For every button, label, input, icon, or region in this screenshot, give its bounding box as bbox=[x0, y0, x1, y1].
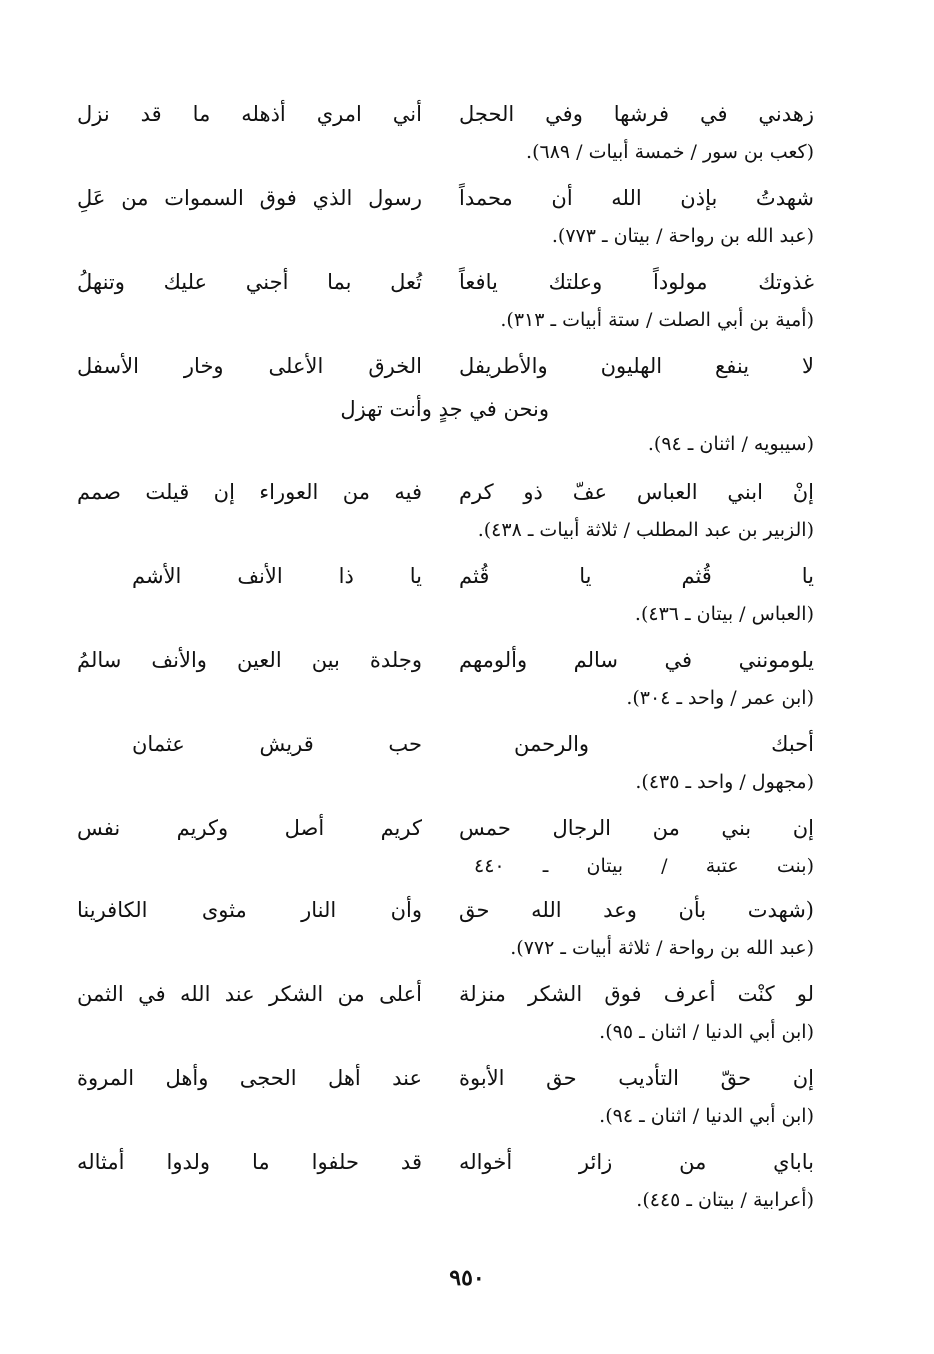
verse-source: (كعب بن سور / خمسة أبيات / ٦٨٩). bbox=[526, 141, 814, 163]
verse-first-hemistich: إنْ ابني العباس عفّ ذو كرم bbox=[459, 480, 814, 504]
verse-source: (أعرابية / بيتان ـ ٤٤٥). bbox=[636, 1189, 814, 1211]
verse-first-hemistich: شهدتُ بإذن الله أن محمداً bbox=[459, 186, 814, 210]
verse-second-hemistich: أعلى من الشكر عند الله في الثمن bbox=[77, 982, 422, 1006]
verse-first-hemistich: أحبك والرحمن bbox=[514, 732, 814, 756]
verse-second-hemistich: قد حلفوا ما ولدوا أمثاله bbox=[77, 1150, 422, 1174]
verse-second-hemistich: تُعل بما أجني عليك وتنهلُ bbox=[77, 270, 422, 294]
verse-first-hemistich: زهدني في فرشها وفي الحجل bbox=[459, 102, 814, 126]
verse-first-hemistich: غذوتك مولوداً وعلتك يافعاً bbox=[459, 270, 814, 294]
verse-source: (ابن أبي الدنيا / اثنان ـ ٩٥). bbox=[599, 1021, 814, 1043]
verse-second-hemistich: وأن النار مثوى الكافرينا bbox=[77, 898, 422, 922]
verse-source: (أمية بن أبي الصلت / ستة أبيات ـ ٣١٣). bbox=[500, 309, 814, 331]
verse-extra-line: ونحن في جدٍ وأنت تهزل bbox=[340, 397, 549, 421]
verse-second-hemistich: كريم أصل وكريم نفس bbox=[77, 816, 422, 840]
verse-source: (سيبويه / اثنان ـ ٩٤). bbox=[647, 433, 814, 455]
verse-first-hemistich: باباي من زائر أخواله bbox=[459, 1150, 814, 1174]
verse-first-hemistich: لا ينفع الهليون والأطريفل bbox=[459, 354, 814, 378]
verse-first-hemistich: (شهدت بأن وعد الله حق bbox=[459, 898, 814, 922]
verse-source: (عبد الله بن رواحة / ثلاثة أبيات ـ ٧٧٢). bbox=[510, 937, 814, 959]
verse-second-hemistich: رسول الذي فوق السموات من عَلِ bbox=[77, 186, 422, 210]
verse-source: (ابن عمر / واحد ـ ٣٠٤). bbox=[626, 687, 814, 709]
verse-source: (بنت عتبة / بيتان ـ ٤٤٠ bbox=[474, 855, 814, 877]
verse-second-hemistich: فيه من العوراء إن قيلت صمم bbox=[77, 480, 422, 504]
verse-second-hemistich: يا ذا الأنف الأشم bbox=[132, 564, 422, 588]
verse-first-hemistich: إن بني من الرجال حمس bbox=[459, 816, 814, 840]
verse-source: (الزبير بن عبد المطلب / ثلاثة أبيات ـ ٤٣٨). bbox=[477, 519, 814, 541]
verse-first-hemistich: يلومونني في سالم وألومهم bbox=[459, 648, 814, 672]
verse-source: (مجهول / واحد ـ ٤٣٥). bbox=[635, 771, 814, 793]
verse-first-hemistich: إن حقّ التأديب حق الأبوة bbox=[459, 1066, 814, 1090]
verse-source: (عبد الله بن رواحة / بيتان ـ ٧٧٣). bbox=[551, 225, 814, 247]
verse-source: (العباس / بيتان ـ ٤٣٦). bbox=[634, 603, 814, 625]
page-number: ٩٥٠ bbox=[449, 1265, 485, 1291]
verse-second-hemistich: وجلدة بين العين والأنف سالمُ bbox=[77, 648, 422, 672]
verse-second-hemistich: الخرق الأعلى وخار الأسفل bbox=[77, 354, 422, 378]
verse-second-hemistich: أني امري أذهله ما قد نزل bbox=[77, 102, 422, 126]
verse-first-hemistich: يا قُثم يا قُثم bbox=[459, 564, 814, 588]
verse-second-hemistich: عند أهل الحجى وأهل المروة bbox=[77, 1066, 422, 1090]
verse-first-hemistich: لو كنْت أعرف فوق الشكر منزلة bbox=[459, 982, 814, 1006]
verse-second-hemistich: حب قريش عثمان bbox=[132, 732, 422, 756]
verse-source: (ابن أبي الدنيا / اثنان ـ ٩٤). bbox=[599, 1105, 814, 1127]
